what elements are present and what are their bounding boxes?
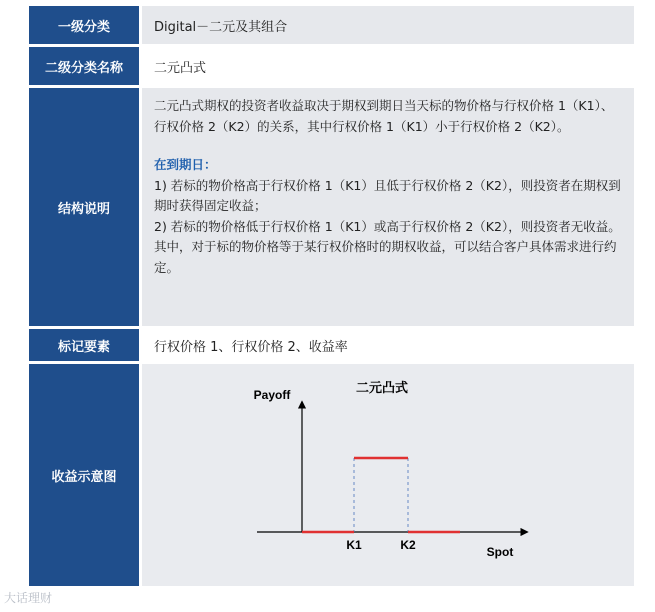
- row-elements: [29, 329, 634, 361]
- structure-heading: 在到期日：: [154, 157, 217, 172]
- row-structure: [29, 88, 634, 326]
- structure-intro: 二元凸式期权的投资者收益取决于期权到期日当天标的物价格与行权价格 1（K1）、行权价格 2（K2）的关系，其中行权价格 1（K1）小于行权价格 2（K2）。: [154, 98, 614, 134]
- tick-label-k1: K1: [346, 538, 362, 552]
- level1-label: 一级分类: [29, 6, 139, 44]
- structure-case1: 1) 若标的物价格高于行权价格 1（K1）且低于行权价格 2（K2），则投资者在期权到期时获得固定收益；: [154, 177, 621, 213]
- payoff-chart: [142, 364, 634, 586]
- row-level1: [29, 6, 634, 44]
- structure-label: 结构说明: [29, 88, 139, 326]
- elements-value: 行权价格 1、行权价格 2、收益率: [142, 329, 634, 361]
- product-table: [29, 6, 634, 589]
- payoff-label: 收益示意图: [29, 364, 139, 586]
- structure-note: 其中，对于标的物价格等于某行权价格时的期权收益，可以结合客户具体需求进行约定。: [154, 239, 617, 275]
- structure-description: [142, 88, 634, 326]
- tick-label-k2: K2: [400, 538, 416, 552]
- level2-label: 二级分类名称: [29, 47, 139, 85]
- x-axis-label: Spot: [486, 545, 514, 559]
- elements-label: 标记要素: [29, 329, 139, 361]
- row-payoff: [29, 364, 634, 586]
- level2-value: 二元凸式: [142, 47, 634, 85]
- y-axis-label: Payoff: [253, 388, 291, 402]
- level1-value: Digital－二元及其组合: [142, 6, 634, 44]
- structure-case2: 2) 若标的物价格低于行权价格 1（K1）或高于行权价格 2（K2），则投资者无收益。: [154, 218, 621, 234]
- payoff-chart-box: [142, 364, 634, 586]
- watermark: 大话理财: [4, 591, 53, 605]
- chart-title: 二元凸式: [355, 380, 409, 395]
- row-level2: [29, 47, 634, 85]
